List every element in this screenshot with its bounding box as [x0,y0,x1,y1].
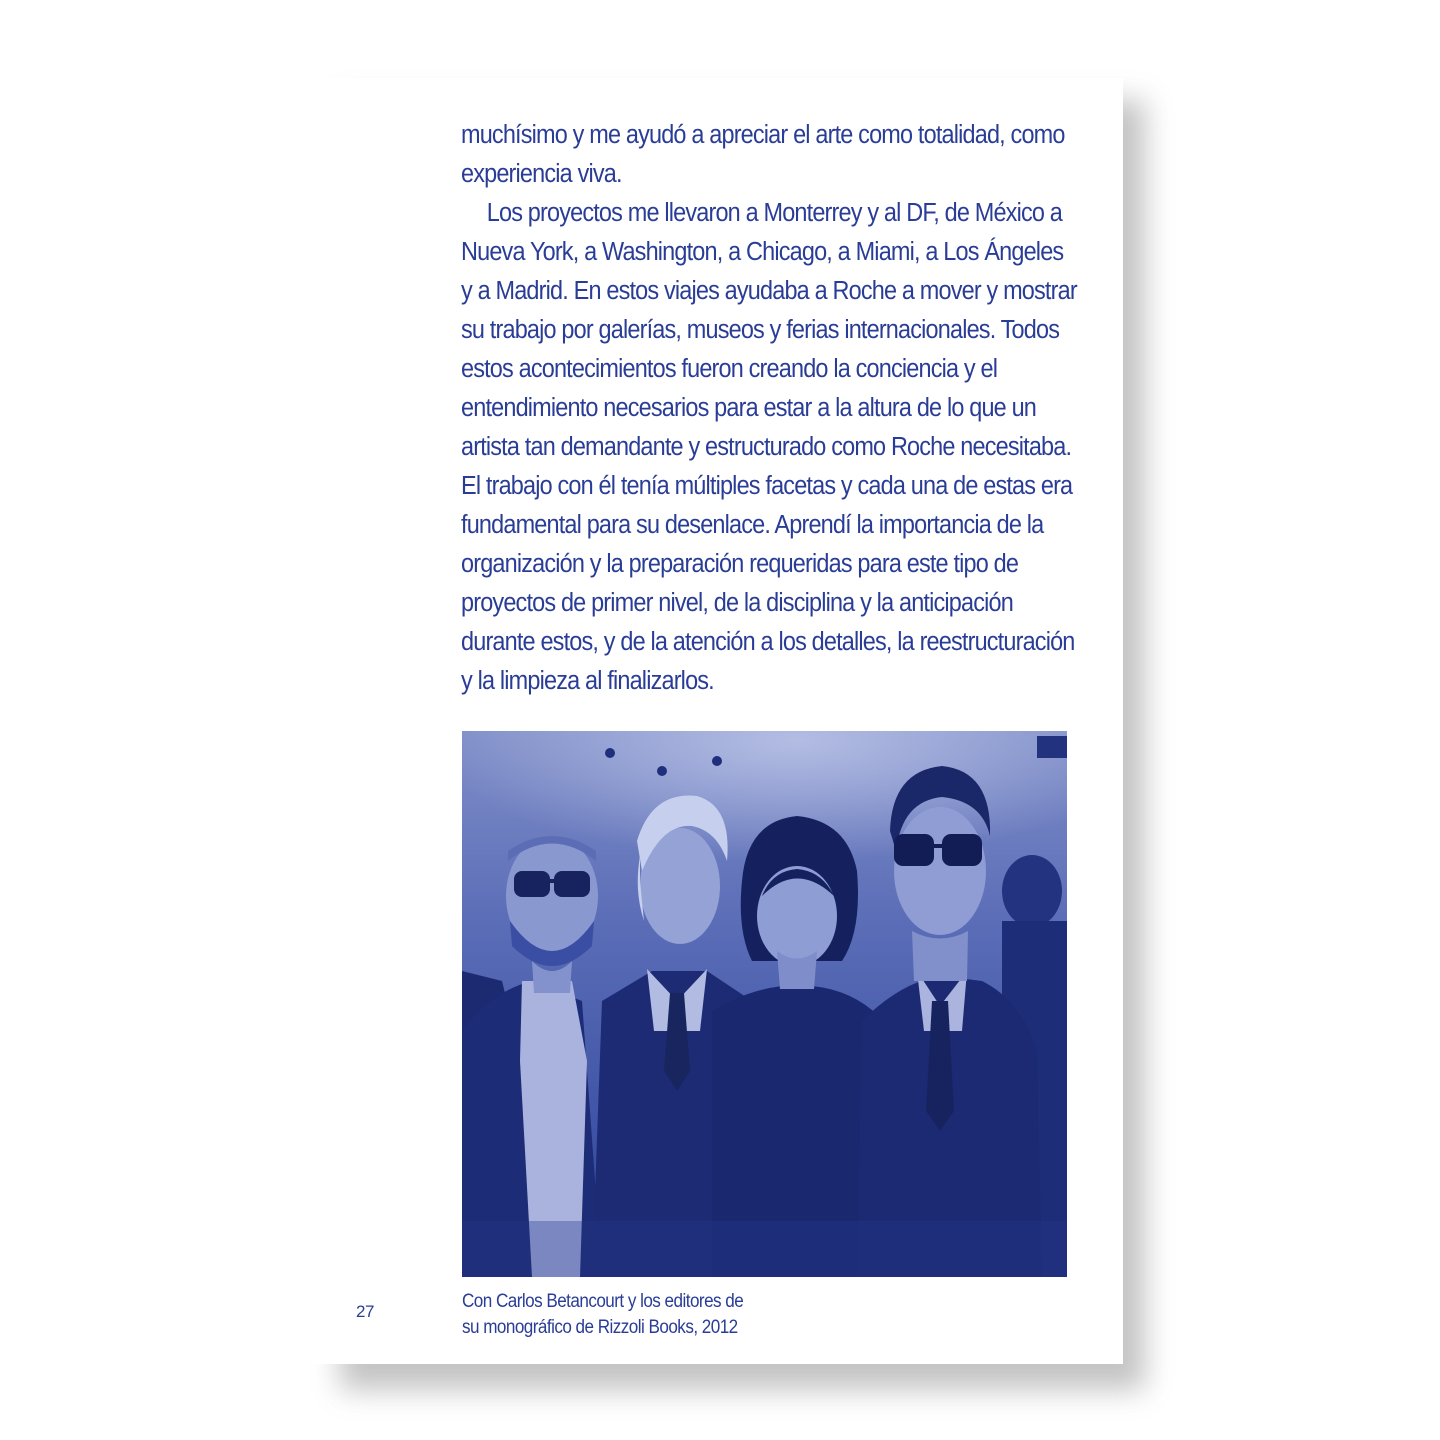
text-line: su trabajo por galerías, museos y ferias internacionales. Todos [461,316,1060,344]
page-number: 27 [356,1302,374,1321]
text-line: artista tan demandante y estructurado como Roche necesitaba. [461,433,1072,461]
text-line: fundamental para su desenlace. Aprendí la importancia de la [461,511,1044,539]
text-line: durante estos, y de la atención a los detalles, la reestructuración [461,628,1075,656]
text-line: y la limpieza al finalizarlos. [461,667,714,695]
paragraph-2 [461,194,1077,701]
text-line: muchísimo y me ayudó a apreciar el arte como totalidad, como [461,121,1065,149]
text-line: Nueva York, a Washington, a Chicago, a Miami, a Los Ángeles [461,238,1064,266]
paragraph-1 [461,116,1065,194]
text-line: proyectos de primer nivel, de la disciplina y la anticipación [461,589,1013,617]
text-line: El trabajo con él tenía múltiples facetas y cada una de estas era [461,472,1073,500]
text-line: Los proyectos me llevaron a Monterrey y al DF, de México a [486,199,1063,227]
text-line: y a Madrid. En estos viajes ayudaba a Roche a mover y mostrar [461,277,1077,305]
text-line: organización y la preparación requeridas para este tipo de [461,550,1019,578]
text-line: estos acontecimientos fueron creando la conciencia y el [461,355,998,383]
caption-line: su monográfico de Rizzoli Books, 2012 [462,1317,738,1338]
text-line: entendimiento necesarios para estar a la altura de lo que un [461,394,1037,422]
duotone-group-photo [462,731,1067,1277]
body-text [461,116,1077,701]
book-page [290,78,1123,1364]
caption-line: Con Carlos Betancourt y los editores de [462,1291,744,1312]
photo-caption [462,1289,743,1341]
text-line: experiencia viva. [461,160,622,188]
